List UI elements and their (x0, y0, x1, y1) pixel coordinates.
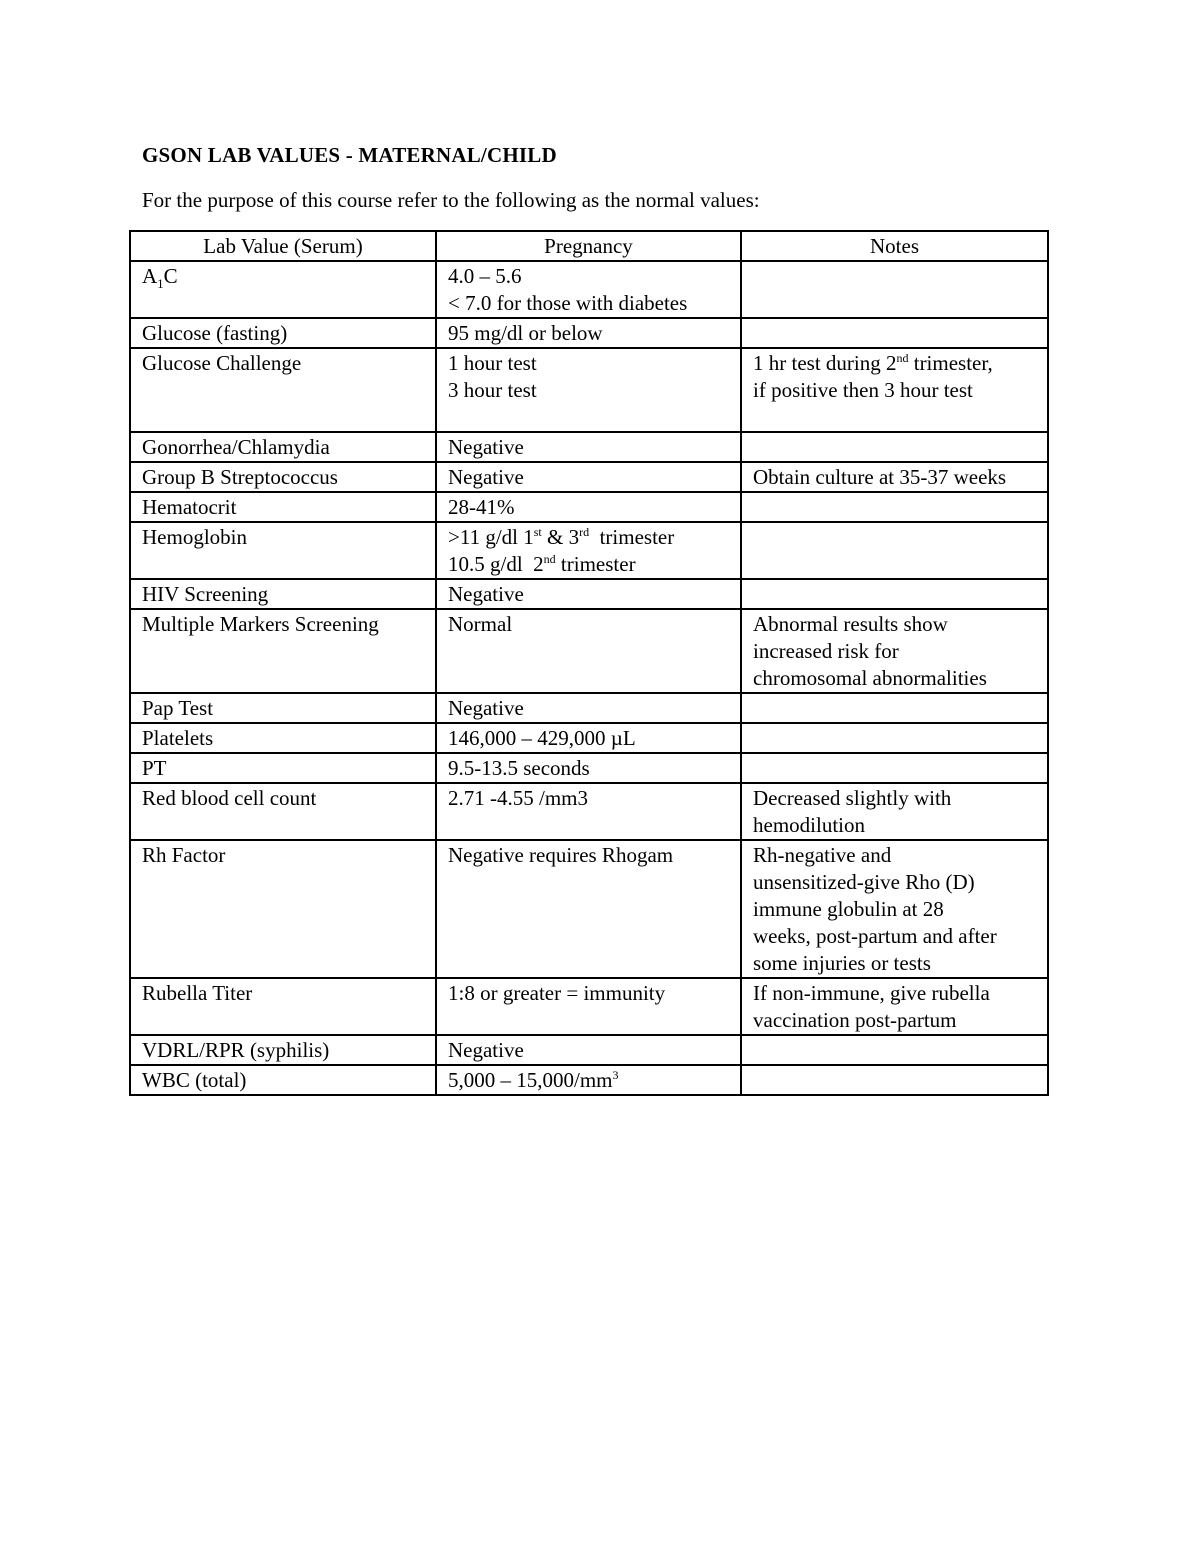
notes-cell-line: hemodilution (753, 813, 865, 837)
header-row (130, 231, 1048, 261)
notes-cell-line: vaccination post-partum (753, 1008, 957, 1032)
pregnancy-value-cell (436, 1035, 741, 1065)
notes-cell (741, 492, 1048, 522)
lab-name-cell-line (142, 923, 432, 950)
pregnancy-value-cell-line (448, 404, 737, 431)
table-row (130, 462, 1048, 492)
lab-name-cell (130, 261, 436, 318)
pregnancy-value-cell (436, 462, 741, 492)
lab-name-cell-line (142, 638, 432, 665)
notes-cell-line: 1 hr test during 2nd trimester, (753, 351, 993, 375)
lab-values-table (129, 230, 1049, 1096)
lab-name-cell (130, 978, 436, 1035)
notes-cell-line (753, 263, 1044, 290)
notes-cell (741, 1065, 1048, 1095)
notes-cell-line: Rh-negative and (753, 843, 892, 867)
notes-cell (741, 318, 1048, 348)
lab-name-cell-line (142, 551, 432, 578)
pregnancy-value-cell-line (448, 638, 737, 665)
notes-cell-line (753, 1037, 1044, 1064)
lab-name-cell-line: Platelets (142, 726, 214, 750)
lab-name-cell (130, 783, 436, 840)
lab-name-cell-line: Hematocrit (142, 495, 237, 519)
notes-cell (741, 723, 1048, 753)
document-intro: For the purpose of this course refer to the following as the normal values: (142, 188, 760, 212)
lab-name-cell (130, 693, 436, 723)
pregnancy-value-cell-line: Normal (448, 612, 513, 636)
pregnancy-value-cell-line (448, 1007, 737, 1034)
header-notes: Notes (741, 231, 1048, 261)
notes-cell-line (753, 434, 1044, 461)
lab-name-cell (130, 753, 436, 783)
lab-name-cell (130, 348, 436, 432)
notes-cell (741, 753, 1048, 783)
table-row (130, 522, 1048, 579)
lab-name-cell-line: Glucose (fasting) (142, 321, 288, 345)
table-row (130, 1035, 1048, 1065)
pregnancy-value-cell-line: 146,000 – 429,000 µL (448, 726, 636, 750)
pregnancy-value-cell-line (448, 869, 737, 896)
pregnancy-value-cell-line: 3 hour test (448, 378, 537, 402)
pregnancy-value-cell (436, 723, 741, 753)
table-row (130, 492, 1048, 522)
table-row (130, 579, 1048, 609)
pregnancy-value-cell-line: 2.71 -4.55 /mm3 (448, 786, 588, 810)
notes-cell-line (753, 581, 1044, 608)
notes-cell (741, 609, 1048, 693)
pregnancy-value-cell (436, 783, 741, 840)
notes-cell-line (753, 290, 1044, 317)
pregnancy-value-cell-line (448, 812, 737, 839)
notes-cell-line (753, 725, 1044, 752)
pregnancy-value-cell-line: 95 mg/dl or below (448, 321, 603, 345)
table-body (130, 261, 1048, 1095)
lab-name-cell (130, 432, 436, 462)
notes-cell (741, 432, 1048, 462)
pregnancy-value-cell-line: Negative (448, 435, 524, 459)
lab-name-cell-line: Gonorrhea/Chlamydia (142, 435, 330, 459)
pregnancy-value-cell (436, 522, 741, 579)
document-title: GSON LAB VALUES - MATERNAL/CHILD (142, 143, 557, 167)
notes-cell-line: chromosomal abnormalities (753, 666, 987, 690)
table-row (130, 261, 1048, 318)
lab-name-cell-line (142, 665, 432, 692)
lab-name-cell (130, 609, 436, 693)
pregnancy-value-cell-line: 1 hour test (448, 351, 537, 375)
notes-cell-line: increased risk for (753, 639, 899, 663)
pregnancy-value-cell (436, 609, 741, 693)
pregnancy-value-cell-line (448, 896, 737, 923)
table-row (130, 978, 1048, 1035)
lab-name-cell-line: Rubella Titer (142, 981, 253, 1005)
notes-cell-line (753, 695, 1044, 722)
pregnancy-value-cell (436, 840, 741, 978)
lab-name-cell (130, 723, 436, 753)
lab-name-cell-line: WBC (total) (142, 1068, 247, 1092)
notes-cell (741, 348, 1048, 432)
pregnancy-value-cell-line: 10.5 g/dl 2nd trimester (448, 552, 636, 576)
pregnancy-value-cell (436, 579, 741, 609)
notes-cell (741, 462, 1048, 492)
pregnancy-value-cell-line: Negative (448, 465, 524, 489)
notes-cell-line: some injuries or tests (753, 951, 931, 975)
lab-name-cell-line (142, 896, 432, 923)
table-row (130, 783, 1048, 840)
table-header (130, 231, 1048, 261)
pregnancy-value-cell-line (448, 923, 737, 950)
notes-cell-line: unsensitized-give Rho (D) (753, 870, 975, 894)
notes-cell (741, 522, 1048, 579)
notes-cell-line (753, 494, 1044, 521)
notes-cell (741, 261, 1048, 318)
pregnancy-value-cell-line: < 7.0 for those with diabetes (448, 291, 688, 315)
notes-cell (741, 978, 1048, 1035)
notes-cell-line: if positive then 3 hour test (753, 378, 973, 402)
pregnancy-value-cell-line: Negative requires Rhogam (448, 843, 674, 867)
lab-name-cell-line (142, 377, 432, 404)
pregnancy-value-cell (436, 432, 741, 462)
pregnancy-value-cell (436, 261, 741, 318)
pregnancy-value-cell (436, 978, 741, 1035)
pregnancy-value-cell (436, 693, 741, 723)
lab-name-cell (130, 318, 436, 348)
notes-cell-line: immune globulin at 28 (753, 897, 944, 921)
header-lab-value: Lab Value (Serum) (130, 231, 436, 261)
notes-cell-line: Decreased slightly with (753, 786, 952, 810)
pregnancy-value-cell-line: 28-41% (448, 495, 515, 519)
notes-cell-line (753, 404, 1044, 431)
table-row (130, 609, 1048, 693)
notes-cell (741, 579, 1048, 609)
lab-name-cell-line (142, 812, 432, 839)
lab-name-cell-line (142, 869, 432, 896)
pregnancy-value-cell-line: $5,000 - 15,000/mm^3$ (448, 1068, 619, 1092)
notes-cell-line: Obtain culture at 35-37 weeks (753, 465, 1007, 489)
notes-cell-line: If non-immune, give rubella (753, 981, 990, 1005)
pregnancy-value-cell (436, 318, 741, 348)
pregnancy-value-cell-line: 1:8 or greater = immunity (448, 981, 666, 1005)
table-row (130, 348, 1048, 432)
lab-name-cell (130, 1035, 436, 1065)
pregnancy-value-cell-line (448, 665, 737, 692)
lab-name-cell-line: $A_1C$ (142, 264, 178, 292)
table-row (130, 693, 1048, 723)
table-row (130, 1065, 1048, 1095)
lab-name-cell-line: Rh Factor (142, 843, 226, 867)
lab-name-cell-line (142, 950, 432, 977)
lab-name-cell (130, 492, 436, 522)
lab-name-cell-line (142, 404, 432, 431)
table-row (130, 753, 1048, 783)
pregnancy-value-cell-line: 9.5-13.5 seconds (448, 756, 590, 780)
lab-name-cell-line: VDRL/RPR (syphilis) (142, 1038, 330, 1062)
notes-cell-line (753, 755, 1044, 782)
table-row (130, 318, 1048, 348)
notes-cell (741, 693, 1048, 723)
lab-name-cell-line: Hemoglobin (142, 525, 247, 549)
pregnancy-value-cell-line: >11 g/dl 1st & 3rd trimester (448, 525, 675, 549)
table-row (130, 432, 1048, 462)
pregnancy-value-cell (436, 1065, 741, 1095)
header-pregnancy: Pregnancy (436, 231, 741, 261)
lab-name-cell (130, 579, 436, 609)
pregnancy-value-cell (436, 753, 741, 783)
notes-cell (741, 1035, 1048, 1065)
lab-name-cell (130, 462, 436, 492)
pregnancy-value-cell-line: Negative (448, 1038, 524, 1062)
pregnancy-value-cell (436, 492, 741, 522)
notes-cell-line (753, 320, 1044, 347)
notes-cell-line: Abnormal results show (753, 612, 948, 636)
pregnancy-value-cell-line: Negative (448, 582, 524, 606)
lab-name-cell-line: Pap Test (142, 696, 214, 720)
lab-name-cell-line: Red blood cell count (142, 786, 317, 810)
lab-name-cell-line: PT (142, 756, 167, 780)
notes-cell (741, 783, 1048, 840)
pregnancy-value-cell (436, 348, 741, 432)
notes-cell-line (753, 524, 1044, 551)
notes-cell-line: weeks, post-partum and after (753, 924, 997, 948)
lab-name-cell (130, 1065, 436, 1095)
lab-name-cell-line: Group B Streptococcus (142, 465, 338, 489)
lab-name-cell-line (142, 290, 432, 317)
notes-cell-line (753, 1067, 1044, 1094)
notes-cell-line (753, 551, 1044, 578)
pregnancy-value-cell-line (448, 950, 737, 977)
pregnancy-value-cell-line: Negative (448, 696, 524, 720)
lab-name-cell-line: Multiple Markers Screening (142, 612, 379, 636)
lab-name-cell-line: Glucose Challenge (142, 351, 302, 375)
pregnancy-value-cell-line: 4.0 – 5.6 (448, 264, 522, 288)
lab-name-cell (130, 840, 436, 978)
notes-cell (741, 840, 1048, 978)
lab-name-cell-line (142, 1007, 432, 1034)
lab-name-cell-line: HIV Screening (142, 582, 269, 606)
table-row (130, 723, 1048, 753)
lab-name-cell (130, 522, 436, 579)
table-row (130, 840, 1048, 978)
